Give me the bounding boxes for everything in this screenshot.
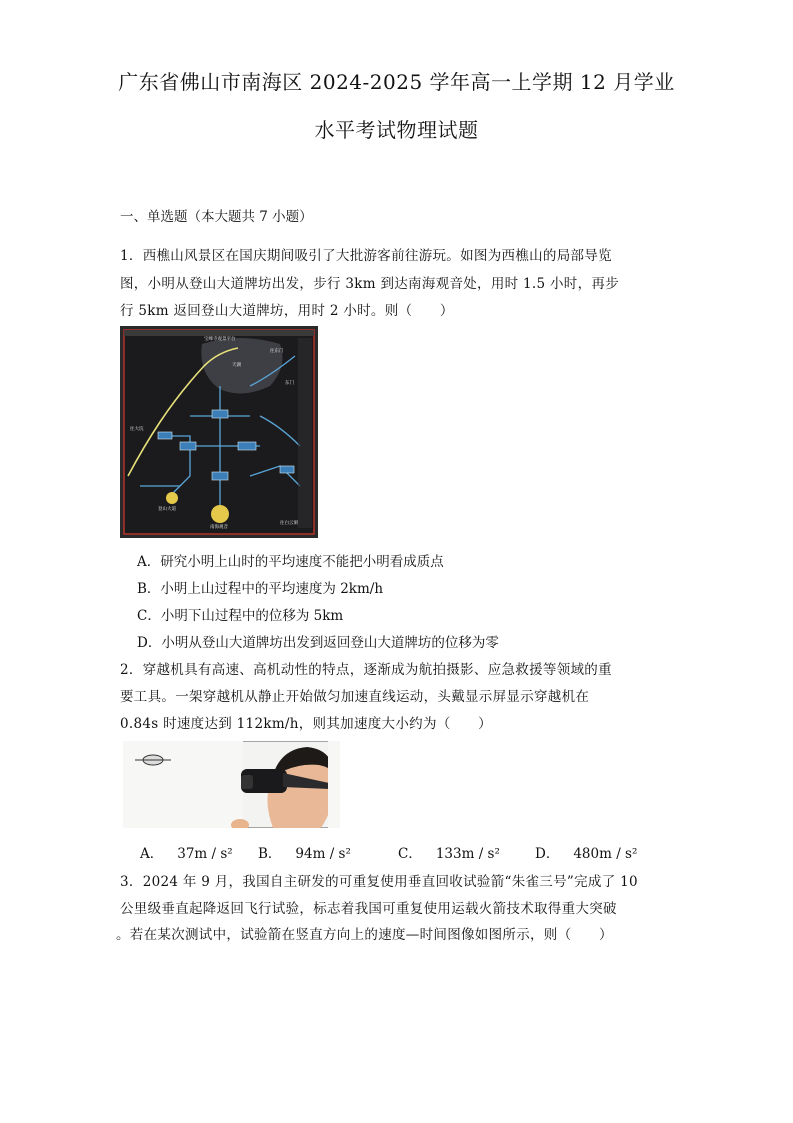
q2-option-d-value: 480m / s²	[573, 846, 638, 862]
q2-stem-line-2: 要工具。一架穿越机从静止开始做匀加速直线运动，头戴显示屏显示穿越机在	[120, 689, 590, 705]
q2-option-b-label: B．	[258, 846, 282, 862]
q2-stem-line-1: 2．穿越机具有高速、高机动性的特点，逐渐成为航拍摄影、应急救援等领域的重	[120, 662, 612, 678]
q1-option-c: C．小明下山过程中的位移为 5km	[137, 608, 344, 624]
q3-stem-line-3: 。若在某次测试中，试验箭在竖直方向上的速度—时间图像如图所示，则（ ）	[116, 927, 613, 943]
q1-option-d: D．小明从登山大道牌坊出发到返回登山大道牌坊的位移为零	[137, 635, 499, 651]
map-label-right-mid: 东门	[285, 381, 294, 386]
q2-option-a-value: 37m / s²	[177, 846, 233, 862]
q2-option-c-value: 133m / s²	[435, 846, 500, 862]
map-label-bottom-right: 往白云洞	[280, 521, 298, 526]
q1-stem-line-1: 1．西樵山风景区在国庆期间吸引了大批游客前往游玩。如图为西樵山的局部导览	[120, 248, 612, 264]
q2-option-c-label: C．	[398, 846, 422, 862]
q1-option-a: A．研究小明上山时的平均速度不能把小明看成质点	[137, 554, 444, 570]
map-label-left: 往大坑	[130, 427, 144, 432]
q2-option-c	[398, 842, 500, 862]
q2-option-d	[535, 842, 637, 862]
q2-option-b	[258, 842, 351, 862]
map-label-bottom-center: 南海观音	[210, 525, 228, 530]
document-title-line-2: 水平考试物理试题	[314, 118, 479, 142]
q2-stem-line-3: 0.84s 时速度达到 112km/h，则其加速度大小约为（ ）	[120, 716, 492, 732]
map-label-bottom-left: 登山大道	[158, 507, 176, 512]
q2-option-b-value: 94m / s²	[295, 846, 351, 862]
q1-stem-line-2: 图，小明从登山大道牌坊出发，步行 3km 到达南海观音处，用时 1.5 小时，再步	[120, 276, 620, 292]
map-label-right-top: 往东门	[270, 349, 284, 354]
q3-stem-line-1: 3．2024 年 9 月，我国自主研发的可重复使用垂直回收试验箭“朱雀三号”完成了 10	[120, 874, 638, 890]
q2-option-a	[140, 842, 233, 862]
map-label-top-center: 宝峰寺观景平台	[204, 337, 236, 342]
q1-option-b: B．小明上山过程中的平均速度为 2km/h	[137, 581, 384, 597]
q2-option-d-label: D．	[535, 846, 560, 862]
map-label-center: 天湖	[232, 363, 241, 368]
q1-stem-line-3: 行 5km 返回登山大道牌坊，用时 2 小时。则（ ）	[120, 303, 454, 319]
xiqiao-mountain-map-image	[120, 326, 318, 538]
q2-option-a-label: A．	[140, 846, 164, 862]
section-heading: 一、单选题（本大题共 7 小题）	[120, 209, 313, 225]
fpv-pilot-goggles-image	[123, 741, 340, 828]
document-title-line-1: 广东省佛山市南海区 2024-2025 学年高一上学期 12 月学业	[118, 70, 675, 94]
q3-stem-line-2: 公里级垂直起降返回飞行试验，标志着我国可重复使用运载火箭技术取得重大突破	[120, 901, 617, 917]
